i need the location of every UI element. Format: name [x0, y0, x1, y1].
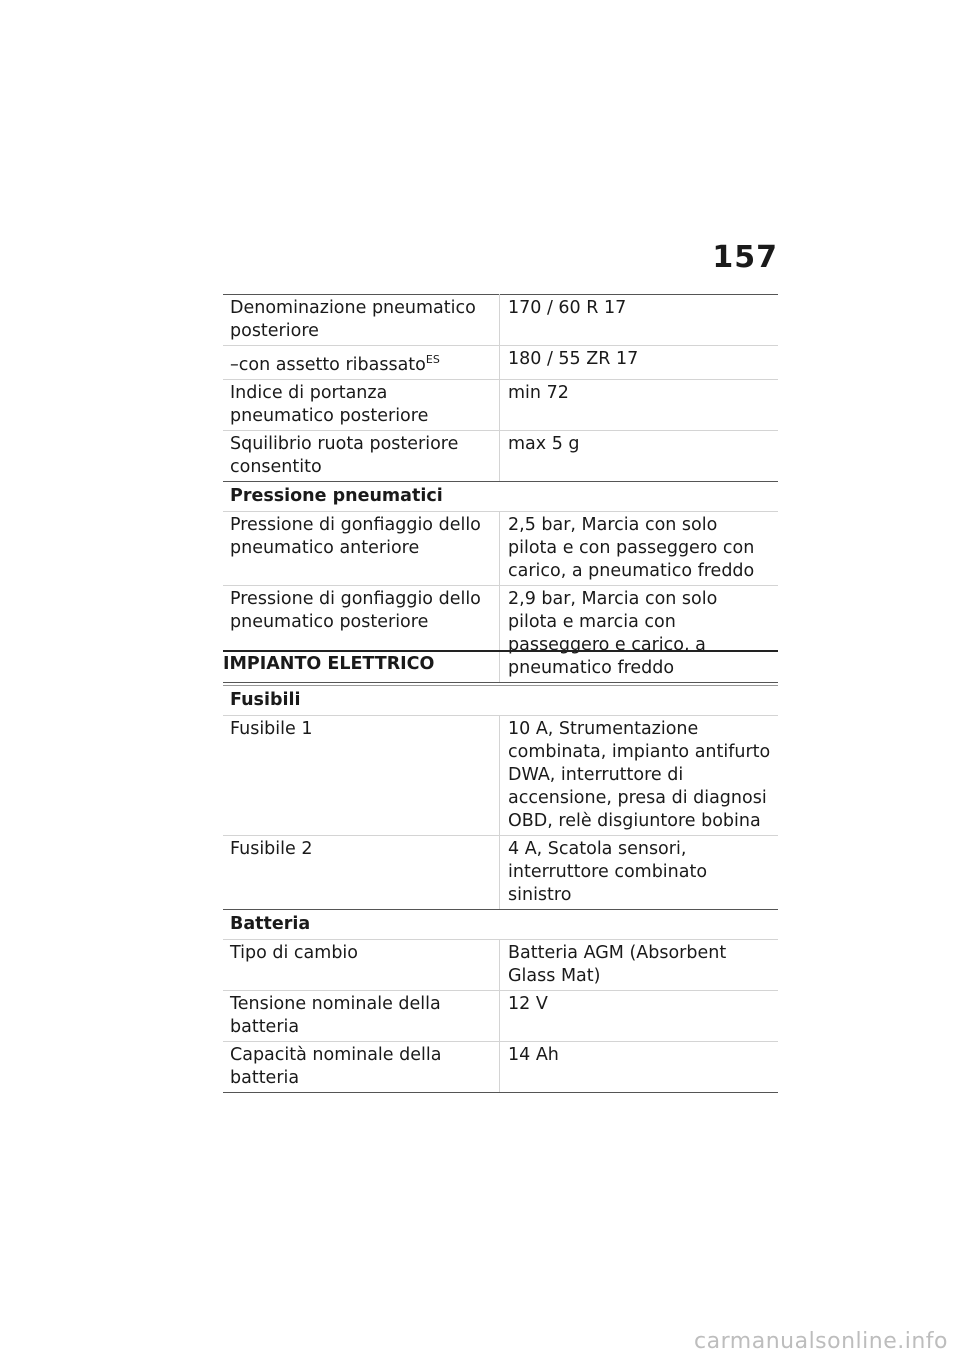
- watermark: carmanualsonline.info: [694, 1329, 948, 1354]
- table-row: [223, 346, 778, 380]
- spec-label: Denominazione pneumatico posteriore: [223, 295, 500, 346]
- spec-label: Tensione nominale della batteria: [223, 991, 500, 1042]
- section-heading: Pressione pneumatici: [223, 481, 778, 511]
- spec-label: Fusibile 2: [223, 836, 500, 910]
- table-row: [223, 716, 778, 836]
- table-row: [223, 1042, 778, 1093]
- table-row: [223, 295, 778, 346]
- spec-value: 10 A, Strumentazione combinata, impianto antifurto DWA, interruttore di accensione, presa di diagnosi OBD, relè disgiuntore bobina: [500, 716, 779, 836]
- electrical-spec-table: [223, 685, 778, 1093]
- spec-value: max 5 g: [500, 430, 779, 481]
- tire-spec-table: [223, 294, 778, 683]
- spec-value: 14 Ah: [500, 1042, 779, 1093]
- chapter-divider: [223, 650, 778, 652]
- spec-label: Fusibile 1: [223, 716, 500, 836]
- spec-label: Capacità nominale della batteria: [223, 1042, 500, 1093]
- spec-label: Tipo di cambio: [223, 940, 500, 991]
- table-row: [223, 430, 778, 481]
- spec-label: Indice di portanza pneumatico posteriore: [223, 379, 500, 430]
- table-row: [223, 836, 778, 910]
- spec-value: min 72: [500, 379, 779, 430]
- spec-label-text: –con assetto ribassato: [230, 354, 426, 375]
- table-row: [223, 379, 778, 430]
- spec-value: Batteria AGM (Absorbent Glass Mat): [500, 940, 779, 991]
- section-heading-row: [223, 910, 778, 940]
- spec-label: Pressione di gonfiaggio dello pneumatico posteriore: [223, 585, 500, 682]
- table-row: [223, 511, 778, 585]
- chapter-title: IMPIANTO ELETTRICO: [223, 654, 435, 674]
- page-number: 157: [712, 240, 778, 275]
- spec-label: Pressione di gonfiaggio dello pneumatico anteriore: [223, 511, 500, 585]
- section-heading: Batteria: [223, 910, 778, 940]
- spec-label: Squilibrio ruota posteriore consentito: [223, 430, 500, 481]
- section-heading-row: [223, 686, 778, 716]
- spec-value: 2,5 bar, Marcia con solo pilota e con passeggero con carico, a pneumatico freddo: [500, 511, 779, 585]
- spec-label-superscript: ES: [425, 353, 440, 366]
- table-row: [223, 940, 778, 991]
- spec-value: 180 / 55 ZR 17: [500, 346, 779, 380]
- spec-value: 12 V: [500, 991, 779, 1042]
- spec-value: 2,9 bar, Marcia con solo pilota e marcia con passeggero e carico, a pneumatico freddo: [500, 585, 779, 682]
- section-heading: Fusibili: [223, 686, 778, 716]
- table-row: [223, 991, 778, 1042]
- spec-value: 170 / 60 R 17: [500, 295, 779, 346]
- spec-value: 4 A, Scatola sensori, interruttore combinato sinistro: [500, 836, 779, 910]
- section-heading-row: [223, 481, 778, 511]
- spec-label: [223, 346, 500, 380]
